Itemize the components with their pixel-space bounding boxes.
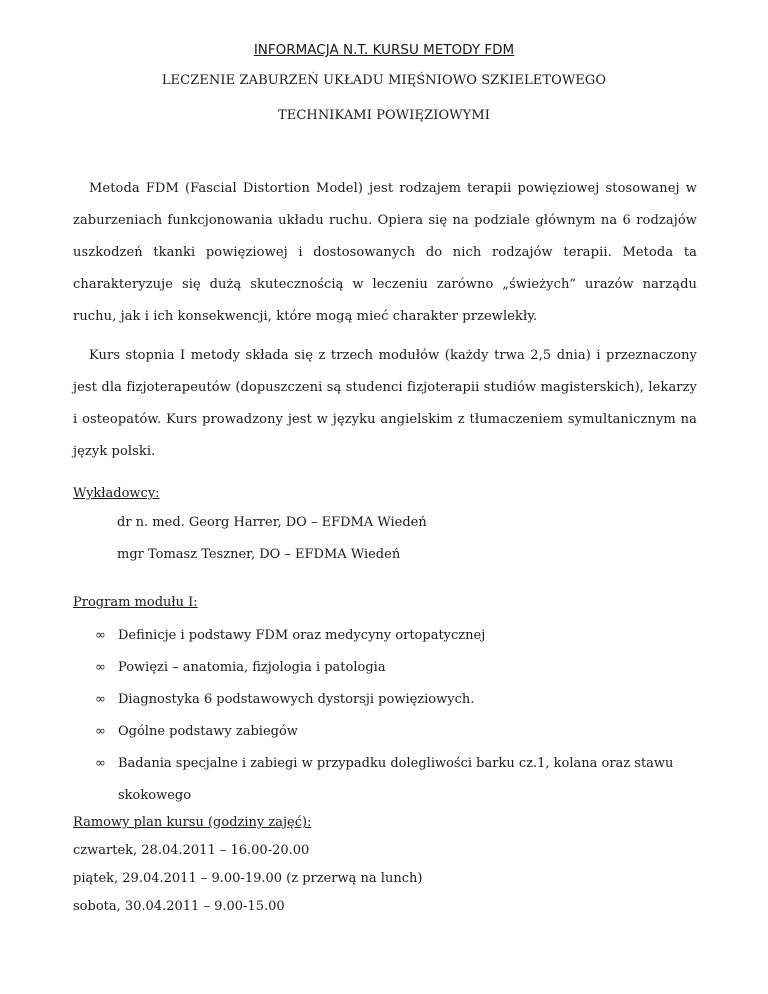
- document-title: INFORMACJA N.T. KURSU METODY FDM: [253, 42, 515, 58]
- list-item: [95, 716, 715, 748]
- infinity-bullet-icon: ∞: [95, 660, 106, 675]
- lecturer-item: mgr Tomasz Teszner, DO – EFDMA Wiedeń: [117, 547, 401, 562]
- document-subtitle-line2: TECHNIKAMI POWIĘZIOWYMI: [277, 108, 490, 123]
- schedule-item: sobota, 30.04.2011 – 9.00-15.00: [73, 899, 285, 914]
- list-item: [95, 620, 715, 652]
- course-paragraph: Kurs stopnia I metody składa się z trzech modułów (każdy trwa 2,5 dnia) i przeznaczony jest dla fizjoterapeutów (dopuszczeni są studenci fizjoterapii studiów magisterskich), lekarzy i osteopatów. Kurs prowadzony jest w języku angielskim z tłumaczeniem symultanicznym na język polski.: [73, 348, 697, 459]
- lecturers-heading: Wykładowcy:: [73, 486, 160, 501]
- list-item-text: Badania specjalne i zabiegi w przypadku dolegliwości barku cz.1, kolana oraz stawu skokowego: [118, 756, 674, 803]
- program-heading: Program modułu I:: [73, 595, 198, 610]
- lecturer-item: dr n. med. Georg Harrer, DO – EFDMA Wiedeń: [117, 515, 427, 530]
- intro-paragraph: Metoda FDM (Fascial Distortion Model) jest rodzajem terapii powięziowej stosowanej w zaburzeniach funkcjonowania układu ruchu. Opiera się na podziale głównym na 6 rodzajów uszkodzeń tkanki powięziowej i dostosowanych do nich rodzajów terapii. Metoda ta charakteryzuje się dużą skutecznością w leczeniu zarówno „świeżych” urazów narządu ruchu, jak i ich konsekwencji, które mogą mieć charakter przewlekły.: [73, 181, 697, 324]
- schedule-heading: Ramowy plan kursu (godziny zajęć):: [73, 815, 312, 830]
- list-item: [95, 652, 715, 684]
- schedule-item: piątek, 29.04.2011 – 9.00-19.00 (z przerwą na lunch): [73, 871, 423, 886]
- list-item: [95, 684, 715, 716]
- list-item-text: Powięzi – anatomia, fizjologia i patologia: [118, 660, 386, 675]
- program-list: [95, 620, 715, 812]
- document-subtitle-line1: LECZENIE ZABURZEŃ UKŁADU MIĘŚNIOWO SZKIELETOWEGO: [161, 73, 607, 88]
- infinity-bullet-icon: ∞: [95, 756, 106, 771]
- list-item-text: Definicje i podstawy FDM oraz medycyny ortopatycznej: [118, 628, 486, 643]
- infinity-bullet-icon: ∞: [95, 724, 106, 739]
- list-item: [95, 748, 715, 812]
- list-item-text: Ogólne podstawy zabiegów: [118, 724, 298, 739]
- lecturers-list: [117, 512, 427, 576]
- infinity-bullet-icon: ∞: [95, 628, 106, 643]
- infinity-bullet-icon: ∞: [95, 692, 106, 707]
- schedule-list: [73, 840, 422, 924]
- schedule-item: czwartek, 28.04.2011 – 16.00-20.00: [73, 843, 310, 858]
- list-item-text: Diagnostyka 6 podstawowych dystorsji powięziowych.: [118, 692, 475, 707]
